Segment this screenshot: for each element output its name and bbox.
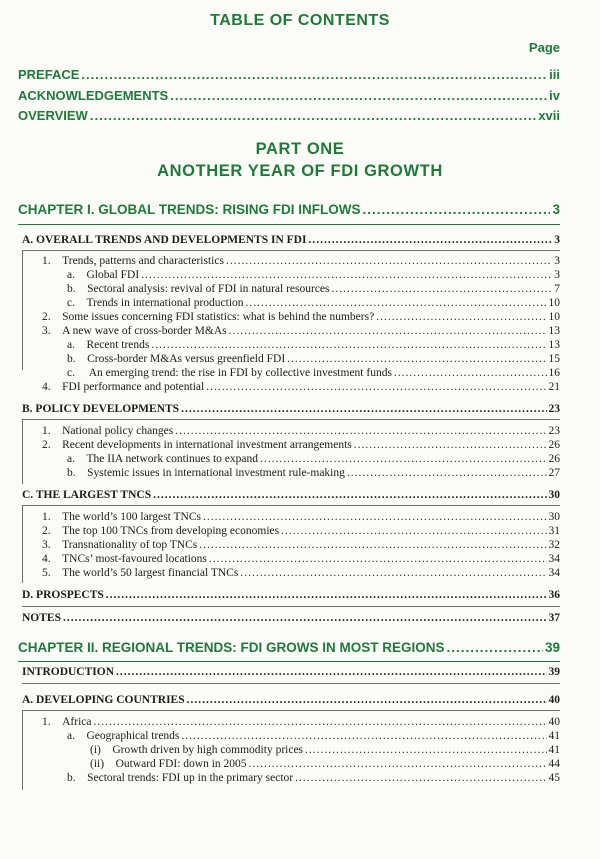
toc-item[interactable]: 1. National policy changes ..... 23 <box>42 425 560 437</box>
toc-item[interactable]: b. Cross-border M&As versus greenfield FDI ..... 15 <box>67 353 560 365</box>
toc-item[interactable]: 2. Recent developments in international investment arrangements ..... 26 <box>42 439 560 451</box>
toc-item[interactable]: 4. TNCs’ most-favoured locations ..... 34 <box>42 553 560 565</box>
toc-item[interactable]: c. Trends in international production ..... 10 <box>67 297 560 309</box>
section-b-bracket <box>22 419 23 484</box>
toc-item[interactable]: 3. Transnationality of top TNCs ..... 32 <box>42 539 560 551</box>
toc-section-developing[interactable]: A. DEVELOPING COUNTRIES ..... 40 <box>22 694 560 706</box>
toc-chapter-1[interactable]: CHAPTER I. GLOBAL TRENDS: RISING FDI INFLOWS ..... 3 <box>18 202 560 217</box>
toc-item[interactable]: 1. Africa ..... 40 <box>42 716 560 728</box>
toc-entry-preface[interactable]: PREFACE ..... iii <box>18 67 560 82</box>
toc-section-a[interactable]: A. OVERALL TRENDS AND DEVELOPMENTS IN FDI ..... 3 <box>22 234 560 246</box>
toc-title: TABLE OF CONTENTS <box>210 12 390 29</box>
toc-item[interactable]: b. Systemic issues in international investment rule-making ..... 27 <box>67 467 560 479</box>
section-d-rule <box>22 606 560 607</box>
toc-item[interactable]: b. Sectoral analysis: revival of FDI in natural resources ..... 7 <box>67 283 560 295</box>
toc-section-d[interactable]: D. PROSPECTS ..... 36 <box>22 589 560 601</box>
toc-item[interactable]: (ii) Outward FDI: down in 2005 ..... 44 <box>90 758 560 770</box>
part-subheading: ANOTHER YEAR OF FDI GROWTH <box>157 162 443 180</box>
toc-item[interactable]: 1. The world’s 100 largest TNCs ..... 30 <box>42 511 560 523</box>
chapter-1-rule <box>18 224 560 225</box>
toc-item[interactable]: 2. The top 100 TNCs from developing economies ..... 31 <box>42 525 560 537</box>
toc-item[interactable]: (i) Growth driven by high commodity prices ..... 41 <box>90 744 560 756</box>
toc-section-c[interactable]: C. THE LARGEST TNCS ..... 30 <box>22 489 560 501</box>
toc-item[interactable]: 3. A new wave of cross-border M&As ..... 13 <box>42 325 560 337</box>
toc-item[interactable]: a. Recent trends ..... 13 <box>67 339 560 351</box>
chapter-2-rule <box>18 661 560 662</box>
toc-item[interactable]: 4. FDI performance and potential ..... 21 <box>42 381 560 393</box>
page-column-label: Page <box>528 40 560 55</box>
section-a-rule <box>22 250 560 251</box>
toc-section-b[interactable]: B. POLICY DEVELOPMENTS ..... 23 <box>22 403 560 415</box>
toc-entry-overview[interactable]: OVERVIEW ..... xvii <box>18 108 560 123</box>
section-developing-rule <box>22 710 560 711</box>
toc-introduction[interactable]: INTRODUCTION ..... 39 <box>22 666 560 678</box>
introduction-rule <box>22 683 560 684</box>
toc-item[interactable]: a. Global FDI ..... 3 <box>67 269 560 281</box>
section-a-bracket <box>22 250 23 370</box>
toc-item[interactable]: 1. Trends, patterns and characteristics ..... 3 <box>42 255 560 267</box>
toc-entry-acknowledgements[interactable]: ACKNOWLEDGEMENTS ..... iv <box>18 88 560 103</box>
part-heading: PART ONE <box>255 140 345 158</box>
toc-item[interactable]: b. Sectoral trends: FDI up in the primary sector ..... 45 <box>67 772 560 784</box>
section-b-rule <box>22 419 560 420</box>
section-c-rule <box>22 505 560 506</box>
section-developing-bracket <box>22 710 23 790</box>
toc-item[interactable]: a. Geographical trends ..... 41 <box>67 730 560 742</box>
section-c-bracket <box>22 505 23 583</box>
toc-notes[interactable]: NOTES ..... 37 <box>22 612 560 624</box>
toc-chapter-2[interactable]: CHAPTER II. REGIONAL TRENDS: FDI GROWS IN MOST REGIONS ..... 39 <box>18 640 560 655</box>
toc-item[interactable]: 2. Some issues concerning FDI statistics: what is behind the numbers? ..... 10 <box>42 311 560 323</box>
toc-item[interactable]: 5. The world’s 50 largest financial TNCs ..... 34 <box>42 567 560 579</box>
toc-item[interactable]: a. The IIA network continues to expand ..... 26 <box>67 453 560 465</box>
toc-item[interactable]: c. An emerging trend: the rise in FDI by collective investment funds ..... 16 <box>67 367 560 379</box>
